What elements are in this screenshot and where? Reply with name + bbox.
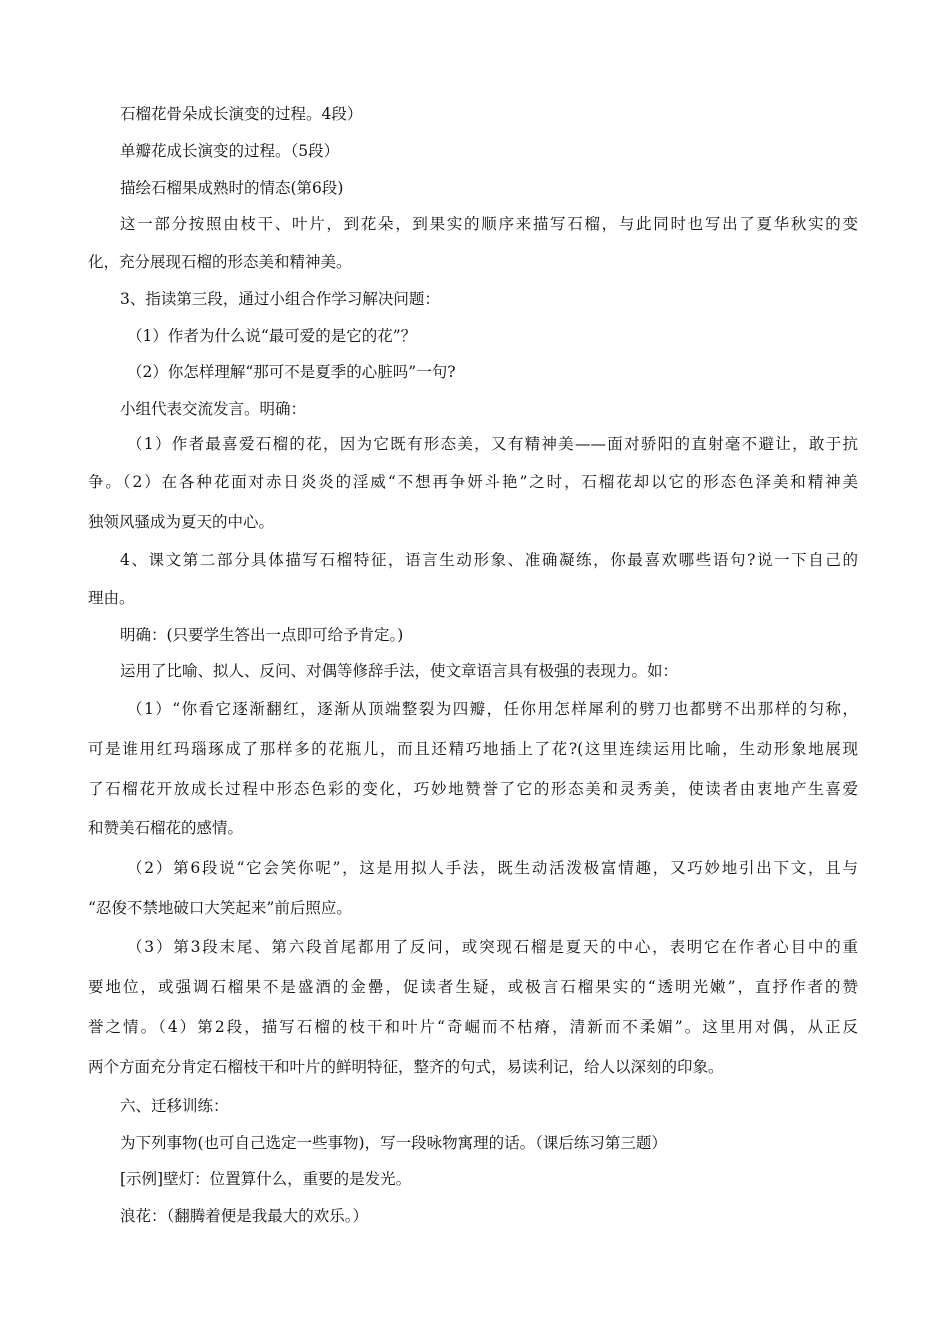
text-line: 小组代表交流发言。明确： [120, 400, 307, 418]
text-line: 化，充分展现石榴的形态美和精神美。 [88, 253, 352, 271]
text-line: 为下列事物(也可自己选定一些事物)，写一段咏物寓理的话。（课后练习第三题） [120, 1134, 667, 1152]
text-line: （1）“你看它逐渐翻红，逐渐从顶端整裂为四瓣，任你用怎样犀利的劈刀也都劈不出那样的匀称， [127, 700, 858, 718]
text-line: （2）第6段说“它会笑你呢”，这是用拟人手法，既生动活泼极富情趣，又巧妙地引出下文，且与 [127, 859, 858, 877]
text-line: 浪花：（翻腾着便是我最大的欢乐。） [120, 1207, 369, 1225]
text-line: （3）第3段末尾、第六段首尾都用了反问，或突现石榴是夏天的中心，表明它在作者心目中的重 [127, 938, 858, 956]
text-line: （2）你怎样理解“那可不是夏季的心脏吗”一句? [127, 363, 456, 381]
text-line: 了石榴花开放成长过程中形态色彩的变化，巧妙地赞誉了它的形态美和灵秀美，使读者由衷地产生喜爱 [88, 780, 858, 798]
text-line: 争。（2）在各种花面对赤日炎炎的淫威“不想再争妍斗艳”之时，石榴花却以它的形态色泽美和精神美 [88, 473, 858, 491]
text-line: 要地位，或强调石榴果不是盛酒的金罍，促读者生疑，或极言石榴果实的“透明光嫩”，直抒作者的赞 [88, 978, 858, 996]
text-line: 理由。 [88, 589, 135, 607]
text-line: 六、迁移训练： [120, 1097, 229, 1115]
text-line: 石榴花骨朵成长演变的过程。4段） [120, 105, 363, 123]
text-line: 单瓣花成长演变的过程。（5段） [120, 142, 340, 160]
text-line: 4、课文第二部分具体描写石榴特征，语言生动形象、准确凝练，你最喜欢哪些语句?说一下自己的 [120, 551, 858, 569]
text-line: 可是谁用红玛瑙琢成了那样多的花瓶儿，而且还精巧地插上了花?(这里连续运用比喻，生动形象地展现 [88, 740, 858, 758]
text-line: [示例]壁灯：位置算什么，重要的是发光。 [120, 1170, 412, 1188]
text-line: 这一部分按照由枝干、叶片，到花朵，到果实的顺序来描写石榴，与此同时也写出了夏华秋实的变 [120, 215, 858, 233]
text-line: 和赞美石榴花的感情。 [88, 819, 244, 837]
text-line: 3、指读第三段，通过小组合作学习解决问题： [120, 290, 440, 308]
text-line: 誉之情。（4）第2段，描写石榴的枝干和叶片“奇崛而不枯瘠，清新而不柔媚”。这里用对偶，从正反 [88, 1018, 858, 1036]
text-line: 明确：(只要学生答出一点即可给予肯定。) [120, 626, 404, 644]
text-line: 独领风骚成为夏天的中心。 [88, 513, 275, 531]
text-line: （1）作者最喜爱石榴的花，因为它既有形态美，又有精神美——面对骄阳的直射毫不避让，敢于抗 [127, 435, 858, 453]
text-line: “忍俊不禁地破口大笑起来”前后照应。 [88, 899, 352, 917]
text-line: 运用了比喻、拟人、反问、对偶等修辞手法，使文章语言具有极强的表现力。如： [120, 662, 679, 680]
text-line: 描绘石榴果成熟时的情态(第6段) [120, 179, 344, 197]
text-line: 两个方面充分肯定石榴枝干和叶片的鲜明特征，整齐的句式，易读利记，给人以深刻的印象。 [88, 1058, 724, 1076]
text-line: （1）作者为什么说“最可爱的是它的花”？ [127, 327, 417, 345]
